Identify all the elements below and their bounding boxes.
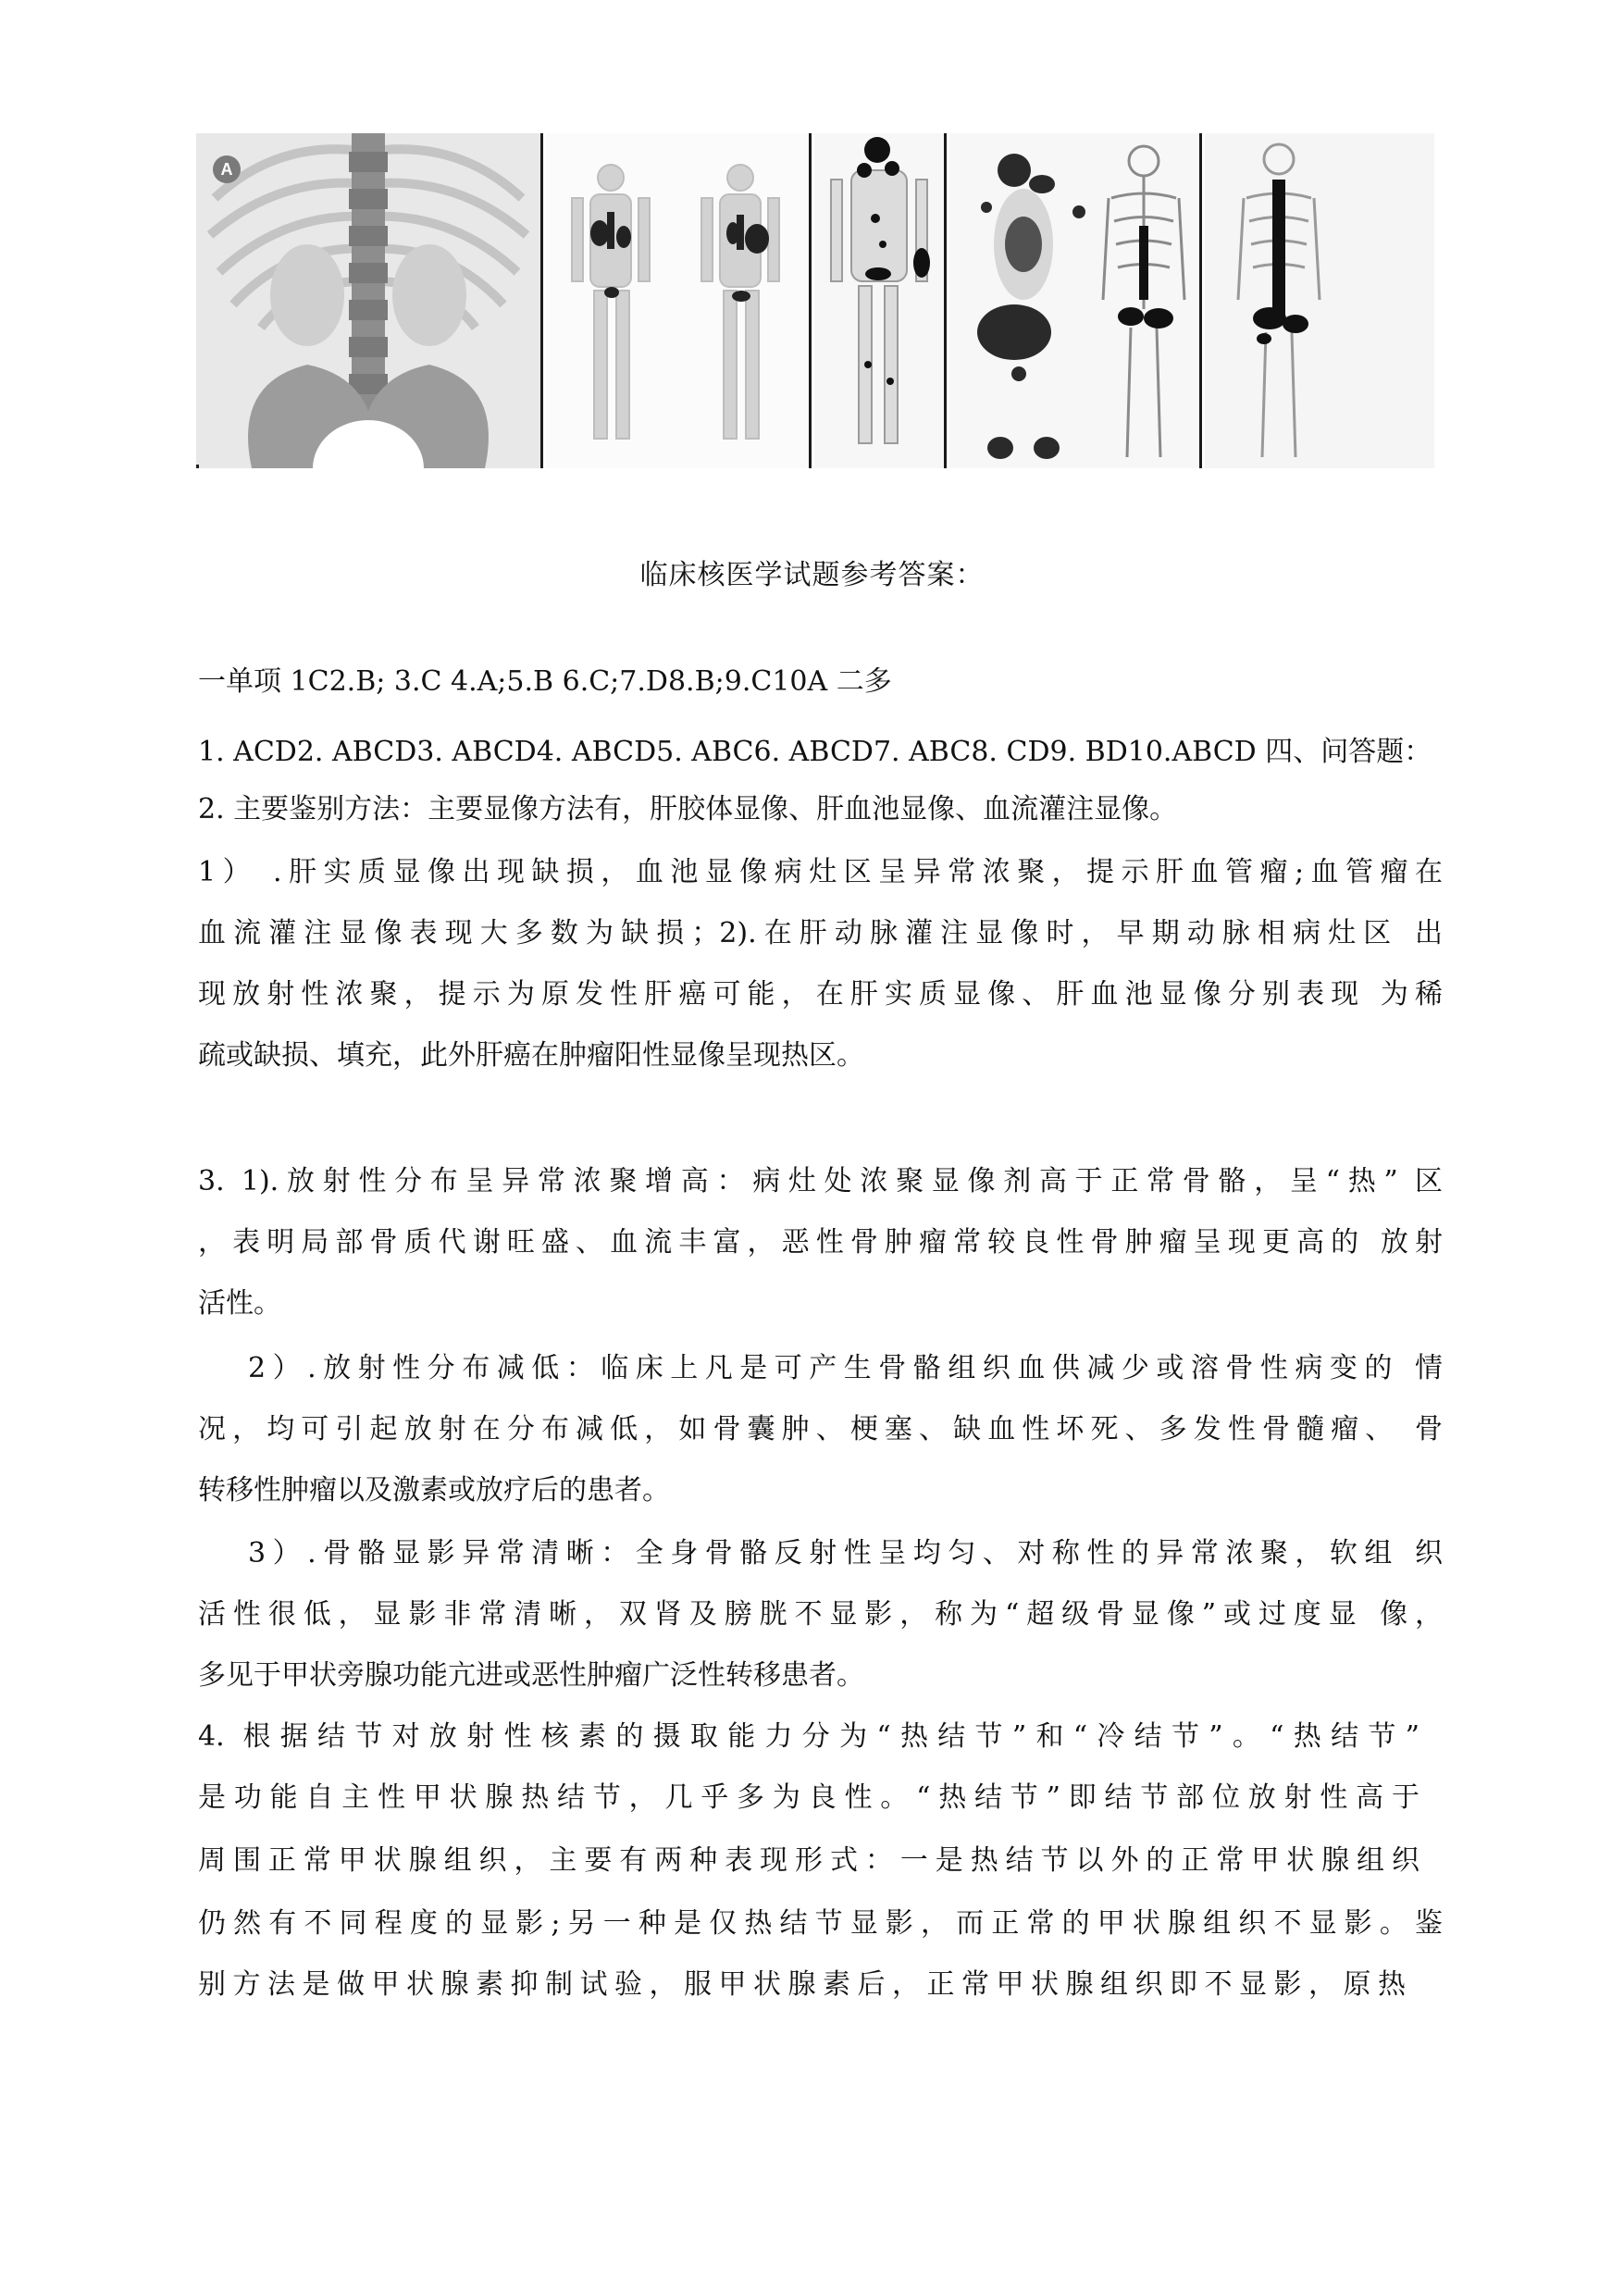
whole-body-hotspot-scan: [814, 133, 944, 468]
q3-line: 况，均可引起放射在分布减低，如骨囊肿、梗塞、缺血性坏死、多发性骨髓瘤、 骨: [198, 1413, 1443, 1445]
whole-body-scan-panel-b: [546, 133, 808, 468]
panel-divider: [944, 133, 947, 468]
single-choice-answers: 一单项 1C2.B; 3.C 4.A;5.B 6.C;7.D8.B;9.C10A 二多: [198, 665, 892, 698]
whole-body-scan-panel-e: [1205, 133, 1434, 468]
page-title: 临床核医学试题参考答案：: [639, 559, 985, 591]
panel-divider: [1199, 133, 1202, 468]
panel-a-badge: A: [213, 155, 241, 183]
panel-divider: [809, 133, 812, 468]
q3-line: 转移性肿瘤以及激素或放疗后的患者。: [198, 1474, 670, 1507]
q3-line: 3）.骨骼显影异常清晰：全身骨骼反射性呈均匀、对称性的异常浓聚，软组 织: [248, 1537, 1443, 1569]
q2-line: 1） .肝实质显像出现缺损，血池显像病灶区呈异常浓聚，提示肝血管瘤;血管瘤在: [198, 856, 1443, 888]
posterior-skeleton-scan: [1205, 133, 1434, 468]
corner-tick: [196, 465, 199, 468]
q3-line: 3. 1).放射性分布呈异常浓聚增高：病灶处浓聚显像剂高于正常骨骼，呈“热” 区: [198, 1165, 1443, 1197]
q3-line: 活性很低，显影非常清晰，双肾及膀胱不显影，称为“超级骨显像”或过度显 像，: [198, 1598, 1443, 1631]
q4-line: 是功能自主性甲状腺热结节，几乎多为良性。“热结节”即结节部位放射性高于: [198, 1781, 1419, 1814]
q4-line: 周围正常甲状腺组织，主要有两种表现形式：一是热结节以外的正常甲状腺组织: [198, 1844, 1419, 1877]
q4-line: 4. 根据结节对放射性核素的摄取能力分为“热结节”和“冷结节”。“热结节”: [198, 1720, 1419, 1753]
q3-line: 2）.放射性分布减低：临床上凡是可产生骨骼组织血供减少或溶骨性病变的 情: [248, 1352, 1443, 1384]
q2-line: 疏或缺损、填充，此外肝癌在肿瘤阳性显像呈现热区。: [198, 1039, 864, 1072]
q3-line: 活性。: [198, 1287, 281, 1320]
panel-divider: [540, 133, 543, 468]
whole-body-scan-panel-c: [814, 133, 944, 468]
whole-body-scan-pair: [546, 133, 808, 468]
whole-body-scan-panel-d: [949, 133, 1199, 468]
q2-line: 2. 主要鉴别方法：主要显像方法有，肝胶体显像、肝血池显像、血流灌注显像。: [198, 793, 1178, 825]
q3-line: ，表明局部骨质代谢旺盛、血流丰富，恶性骨肿瘤常较良性骨肿瘤呈现更高的 放射: [198, 1226, 1443, 1259]
whole-body-scan-pair-d: [949, 133, 1199, 468]
q4-line: 别方法是做甲状腺素抑制试验，服甲状腺素后，正常甲状腺组织即不显影，原热: [198, 1968, 1406, 2001]
bone-scan-figure-strip: [196, 133, 1434, 468]
q3-line: 多见于甲状旁腺功能亢进或恶性肿瘤广泛性转移患者。: [198, 1659, 864, 1692]
q4-line: 仍然有不同程度的显影;另一种是仅热结节显影，而正常的甲状腺组织不显影。鉴: [198, 1907, 1443, 1940]
q2-line: 现放射性浓聚，提示为原发性肝癌可能，在肝实质显像、肝血池显像分别表现 为稀: [198, 978, 1443, 1011]
q2-line: 血流灌注显像表现大多数为缺损；2).在肝动脉灌注显像时，早期动脉相病灶区 出: [198, 917, 1443, 949]
multiple-choice-answers: 1. ACD2. ABCD3. ABCD4. ABCD5. ABC6. ABCD7. ABC8. CD9. BD10.ABCD 四、问答题：: [198, 736, 1432, 768]
spine-scan-panel-a: [196, 133, 540, 468]
spine-scan-image: [196, 133, 540, 468]
